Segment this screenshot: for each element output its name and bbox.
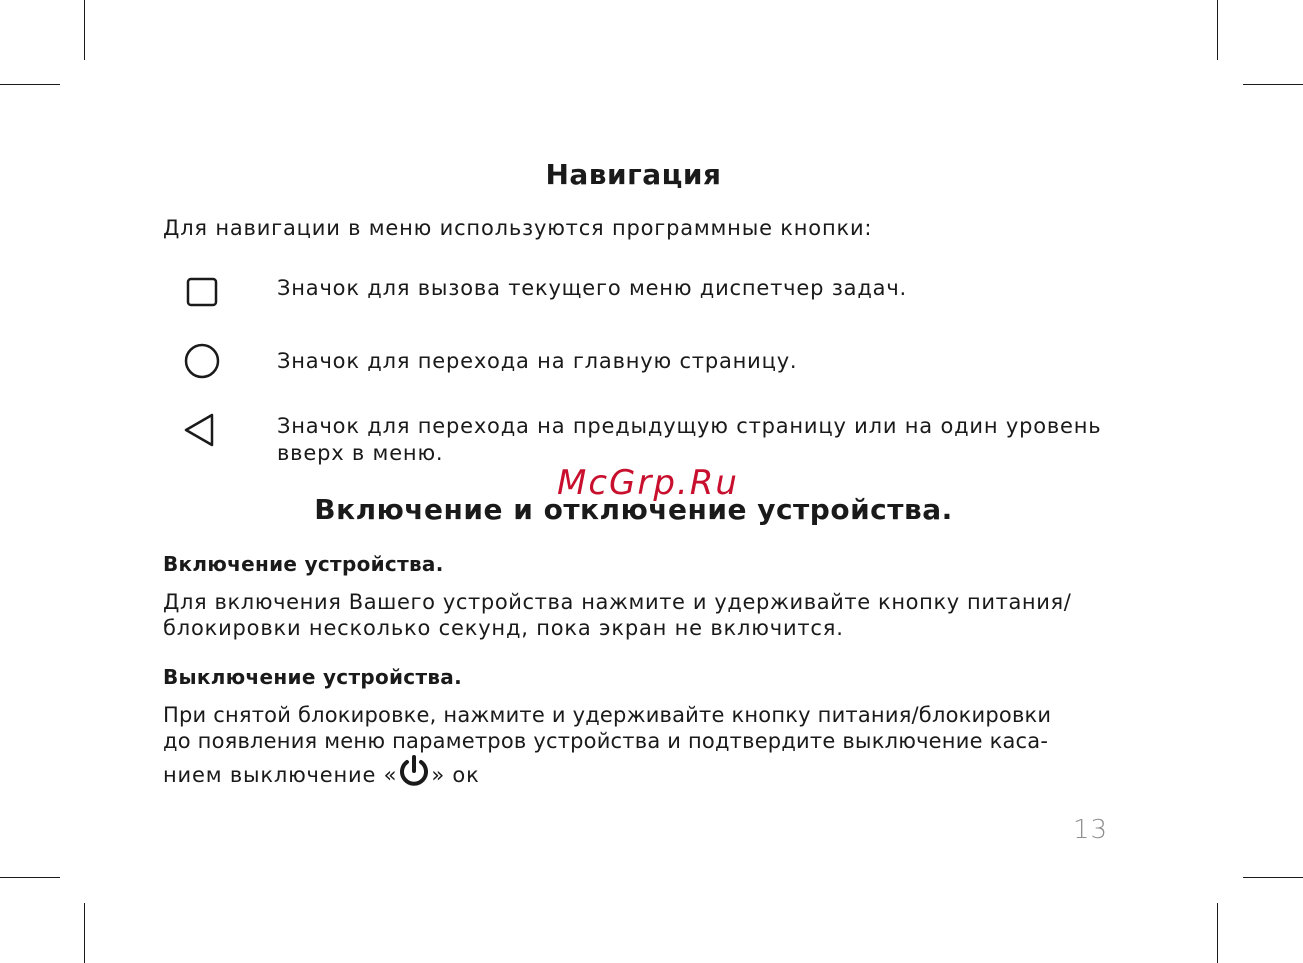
- power-off-text-line3-after: » ок: [431, 763, 480, 787]
- power-off-text-line1: При снятой блокировке, нажмите и удерживайте кнопку питания/блокировки: [163, 703, 1052, 727]
- power-on-text-line2: блокировки несколько секунд, пока экран не включится.: [163, 616, 844, 640]
- nav-item-recent-apps-text: Значок для вызова текущего меню диспетчер задач.: [277, 276, 908, 300]
- power-icon: [397, 762, 431, 790]
- heading-power: Включение и отключение устройства.: [314, 493, 953, 526]
- power-off-text-line3: [163, 762, 480, 790]
- power-off-text-line3-before: нием выключение «: [163, 763, 398, 787]
- circle-home-icon: [183, 342, 221, 384]
- crop-mark-top-left-vertical: [84, 0, 85, 60]
- page-number: 13: [1073, 815, 1109, 845]
- crop-mark-top-left-horizontal: [0, 84, 60, 85]
- watermark: McGrp.Ru: [557, 463, 739, 503]
- crop-mark-top-right-vertical: [1217, 0, 1218, 60]
- square-recent-apps-icon: [186, 277, 218, 311]
- crop-mark-bottom-right-vertical: [1217, 903, 1218, 963]
- nav-item-back-text-line2: вверх в меню.: [277, 441, 444, 465]
- crop-mark-bottom-right-horizontal: [1243, 877, 1303, 878]
- heading-navigation: Навигация: [545, 158, 722, 191]
- nav-item-back-text-line1: Значок для перехода на предыдущую страницу или на один уровень: [277, 414, 1102, 438]
- power-off-text-line2: до появления меню параметров устройства и подтвердите выключение каса-: [163, 729, 1049, 753]
- crop-mark-bottom-left-vertical: [84, 903, 85, 963]
- crop-mark-bottom-left-horizontal: [0, 877, 60, 878]
- power-on-title: Включение устройства.: [163, 552, 444, 576]
- power-off-title: Выключение устройства.: [163, 665, 463, 689]
- nav-item-home-text: Значок для перехода на главную страницу.: [277, 349, 798, 373]
- intro-text: Для навигации в меню используются программные кнопки:: [163, 216, 873, 240]
- power-on-text-line1: Для включения Вашего устройства нажмите и удерживайте кнопку питания/: [163, 590, 1072, 614]
- crop-mark-top-right-horizontal: [1243, 84, 1303, 85]
- triangle-back-icon: [182, 412, 216, 452]
